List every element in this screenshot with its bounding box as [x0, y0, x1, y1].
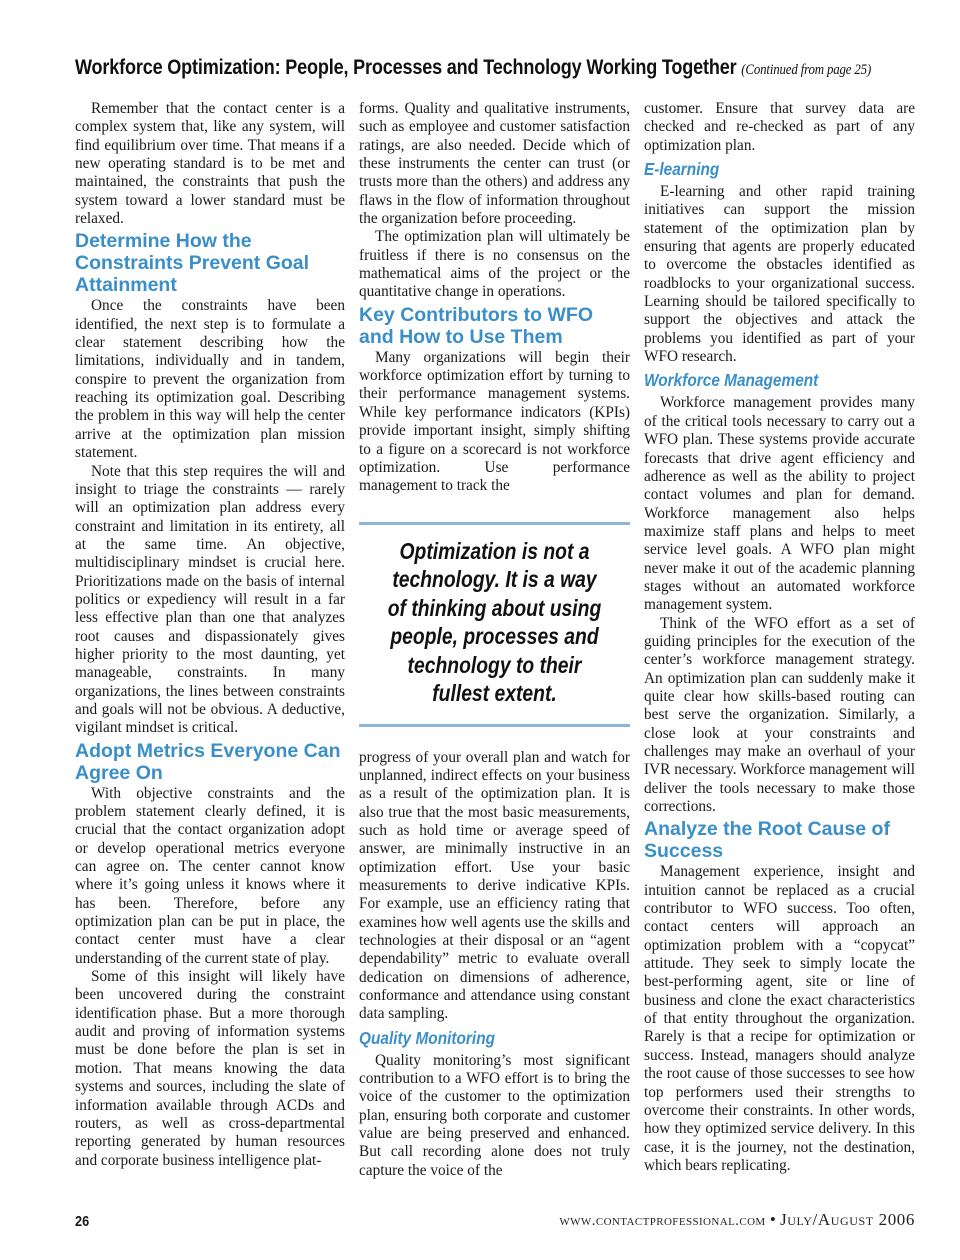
paragraph: Quality monitoring’s most significant contribution to a WFO effort is to bring the voice of the customer to the optimization plan, ensuring both corporate and customer value are being preserved and enhanced. But call recording alone does not truly capture the voice of the: [359, 1051, 630, 1179]
footer-issue-date: July/August 2006: [780, 1210, 915, 1229]
paragraph: Think of the WFO effort as a set of guiding principles for the execution of the center’s workforce management strategy. An optimization plan can suddenly make it quite clear how skills-based routing can best serve the organization. Similarly, a close look at your constraints and challenges may make an overhaul of your IVR necessary. Workforce management will deliver the tools necessary to make those corrections.: [644, 614, 915, 816]
subsection-heading: Workforce Management: [644, 370, 819, 391]
section-heading: Key Contributors to WFO and How to Use Them: [359, 303, 593, 348]
footer-info: [559, 1210, 915, 1230]
section-heading: Adopt Metrics Everyone Can Agree On: [75, 739, 341, 784]
paragraph: Many organizations will begin their workforce optimization effort by turning to their performance management systems. While key performance indicators (KPIs) provide important insight, simply shifting to a figure on a scorecard is not workforce optimization. Use performance management to track the: [359, 348, 630, 495]
paragraph: E-learning and other rapid training initiatives can support the mission statement of the optimization plan by ensuring that agents are properly educated to overcome the obstacles identified as roadblocks to your organizational success. Learning should be tailored specifically to support the objectives and attack the problems you identified as part of your WFO research.: [644, 183, 915, 366]
subsection-heading: E-learning: [644, 159, 720, 180]
paragraph: Once the constraints have been identified, the next step is to formulate a clear statement describing how the limitations, individually and in tandem, conspire to prevent the organization from reaching its optimization goal. Describing the problem in this way will help the center arrive at the optimization plan mission statement.: [75, 297, 345, 462]
article-title: Workforce Optimization: People, Processes and Technology Working Together: [75, 56, 737, 79]
article-header: [75, 56, 872, 80]
section-heading: Analyze the Root Cause of Success: [644, 818, 890, 863]
paragraph: Management experience, insight and intuition cannot be replaced as a crucial contributor to WFO success. Too often, contact centers will approach an optimization problem with a “copycat” attitude. They seek to simply locate the best-performing agent, site or line of business and clone the exact characteristics of that entity throughout the organization. Rarely is that a recipe for optimization or success. Instead, managers should analyze the root cause of those successes to see how top performers used their strengths to overcome their constraints. In other words, how they optimized service delivery. In this case, it is the journey, not the destination, which bears replicating.: [644, 863, 915, 1174]
paragraph: forms. Quality and qualitative instruments, such as employee and customer satisfaction ratings, are also needed. Decide which of these instruments the center can trust (or trusts more than the others) and address any flaws in the flow of information throughout the organization before proceeding.: [359, 100, 630, 228]
paragraph: customer. Ensure that survey data are checked and re-checked as part of any optimization plan.: [644, 100, 915, 154]
pull-quote: [359, 522, 630, 727]
column-3: [644, 100, 915, 1175]
column-2: [359, 100, 630, 1180]
continued-note: (Continued from page 25): [741, 62, 872, 78]
paragraph: progress of your overall plan and watch for unplanned, indirect effects on your business as a result of the optimization plan. It is also true that the most basic measurements, such as hold time or average speed of answer, are minimally instructive in an optimization effort. Use your basic measurements to derive indicative KPIs. For example, use an efficiency rating that examines how well agents use the skills and technologies at their disposal or an “agent dependability” metric to evaluate overall dedication on dimensions of adherence, conformance and attendance using constant data sampling.: [359, 748, 630, 1023]
page-number: 26: [75, 1213, 90, 1230]
footer-url: www.contactprofessional.com: [559, 1213, 766, 1229]
pull-quote-text: Optimization is not a technology. It is a way of thinking about using people, processes and technology to their fullest extent.: [387, 537, 602, 707]
paragraph: Some of this insight will likely have been uncovered during the constraint identification phase. But a more thorough audit and proving of information systems must be done before the plan is set in motion. That means knowing the data systems and sources, including the slate of information available through ACDs and routers, as well as cross-departmental reporting generated by human resources and corporate business intelligence plat-: [75, 968, 345, 1169]
paragraph: The optimization plan will ultimately be fruitless if there is no consensus on the mathematical aims of the project or the quantitative change in operations.: [359, 228, 630, 301]
paragraph: Remember that the contact center is a complex system that, like any system, will find equilibrium over time. That means if a new operating standard is to be met and maintained, the constraints that push the system toward a lower standard must be relaxed.: [75, 100, 345, 228]
subsection-heading: Quality Monitoring: [359, 1027, 496, 1048]
paragraph: With objective constraints and the problem statement clearly defined, it is crucial that the contact organization adopt or develop operational metrics everyone can agree on. The center cannot know where it’s going unless it knows where it has been. Therefore, before any optimization plan can be put in place, the contact center must have a clear understanding of the current state of play.: [75, 784, 345, 967]
footer-separator: •: [769, 1210, 776, 1229]
column-1: [75, 100, 345, 1170]
paragraph: Note that this step requires the will and insight to triage the constraints — rarely will an optimization plan address every constraint and limitation in its entirety, all at the same time. An objective, multidisciplinary mindset is crucial here. Prioritizations made on the basis of internal politics or expediency will result in a far less effective plan than one that analyzes root causes and dispassionately gives higher priority to the most daunting, yet manageable, constraints. In many organizations, the lines between constraints and goals will not be obvious. A deductive, vigilant mindset is critical.: [75, 462, 345, 737]
paragraph: Workforce management provides many of the critical tools necessary to carry out a WFO plan. These systems provide accurate forecasts that drive agent efficiency and adherence as well as the ability to project contact volumes and plan for demand. Workforce management also helps maximize staff plans and helps to meet service level goals. A WFO plan might never make it out of the academic planning stages without an automated workforce management system.: [644, 394, 915, 614]
section-heading: Determine How the Constraints Prevent Goal Attainment: [75, 230, 310, 297]
